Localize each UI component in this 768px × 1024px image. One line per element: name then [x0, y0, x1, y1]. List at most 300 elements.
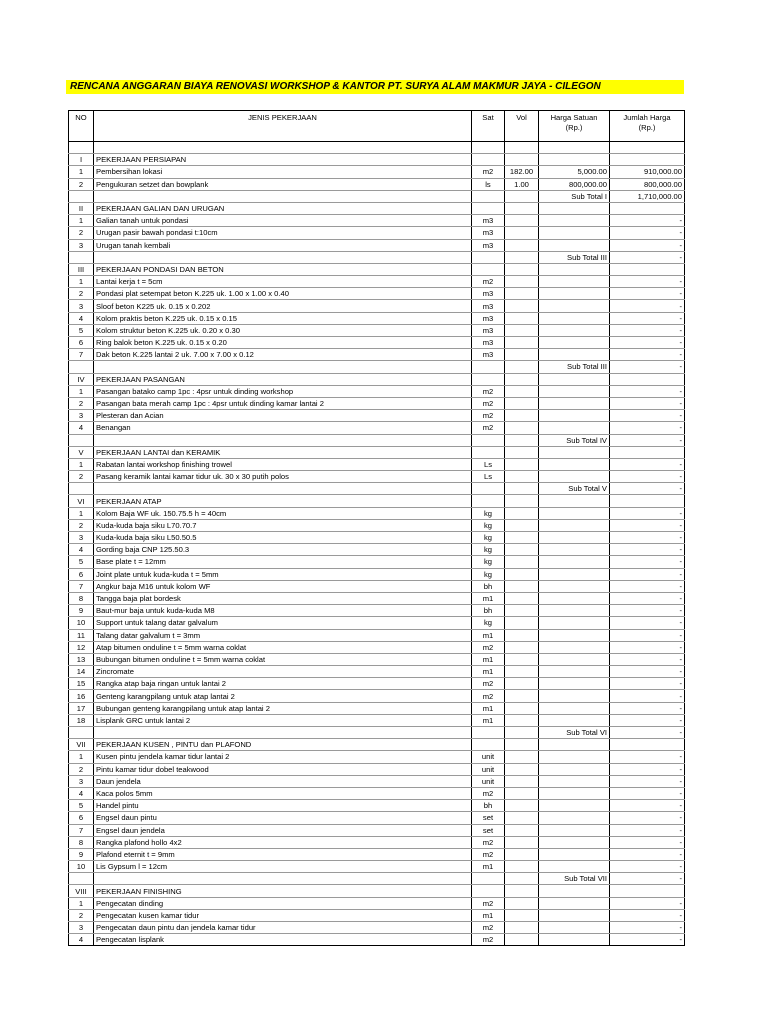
table-header-row	[69, 111, 685, 142]
cell-sat: m3	[472, 324, 505, 336]
cell-sat: m1	[472, 592, 505, 604]
cell-no: 2	[69, 178, 94, 190]
table-row	[69, 800, 685, 812]
cell-jumlah-harga: -	[610, 909, 685, 921]
table-row	[69, 202, 685, 214]
cell-jumlah-harga: -	[610, 227, 685, 239]
cell-harga-satuan	[539, 324, 610, 336]
cell-vol	[505, 434, 539, 446]
cell-vol	[505, 873, 539, 885]
cell-job	[94, 361, 472, 373]
cell-vol	[505, 385, 539, 397]
cell-sat: bh	[472, 580, 505, 592]
cell-no: VII	[69, 739, 94, 751]
cell-job: Lis Gypsum l = 12cm	[94, 861, 472, 873]
cell-sat: m3	[472, 349, 505, 361]
cell-no: 4	[69, 312, 94, 324]
cell-job	[94, 190, 472, 202]
cell-jumlah-harga: -	[610, 410, 685, 422]
cell-jumlah-harga: -	[610, 532, 685, 544]
cell-job: Pintu kamar tidur dobel teakwood	[94, 763, 472, 775]
cell-job: Benangan	[94, 422, 472, 434]
cell-harga-satuan	[539, 495, 610, 507]
cell-no: 8	[69, 592, 94, 604]
cell-sat: kg	[472, 617, 505, 629]
table-row	[69, 227, 685, 239]
table-row	[69, 178, 685, 190]
cell-vol	[505, 934, 539, 946]
cell-harga-satuan	[539, 909, 610, 921]
cell-no: VIII	[69, 885, 94, 897]
table-row	[69, 690, 685, 702]
table-row	[69, 239, 685, 251]
cell-no: 18	[69, 714, 94, 726]
cell-vol	[505, 885, 539, 897]
table-row	[69, 873, 685, 885]
cell-job: Plafond eternit t = 9mm	[94, 848, 472, 860]
cell-job: Pasang keramik lantai kamar tidur uk. 30 x 30 putih polos	[94, 471, 472, 483]
cell-harga-satuan	[539, 410, 610, 422]
cell-sat	[472, 154, 505, 166]
table-row	[69, 751, 685, 763]
cell-job: Pasangan batako camp 1pc : 4psr untuk dinding workshop	[94, 385, 472, 397]
table-row	[69, 739, 685, 751]
cell-harga-satuan	[539, 422, 610, 434]
cell-sat	[472, 142, 505, 154]
cell-jumlah-harga	[610, 739, 685, 751]
cell-job: Kolom praktis beton K.225 uk. 0.15 x 0.15	[94, 312, 472, 324]
table-row	[69, 397, 685, 409]
cell-job: Rangka atap baja ringan untuk lantai 2	[94, 678, 472, 690]
cell-harga-satuan	[539, 276, 610, 288]
cell-harga-satuan	[539, 202, 610, 214]
cell-harga-satuan	[539, 142, 610, 154]
cell-sat	[472, 885, 505, 897]
cell-sat: kg	[472, 519, 505, 531]
cell-harga-satuan	[539, 824, 610, 836]
cell-vol	[505, 263, 539, 275]
table-row	[69, 641, 685, 653]
cell-harga-satuan	[539, 507, 610, 519]
cell-job: Pengukuran setzet dan bowplank	[94, 178, 472, 190]
cell-sat	[472, 739, 505, 751]
cell-no: 3	[69, 300, 94, 312]
cell-harga-satuan	[539, 848, 610, 860]
cell-harga-satuan	[539, 678, 610, 690]
cell-jumlah-harga: -	[610, 812, 685, 824]
cell-harga-satuan	[539, 787, 610, 799]
cell-sat: m2	[472, 690, 505, 702]
table-row	[69, 349, 685, 361]
cell-sat: m1	[472, 653, 505, 665]
cell-no	[69, 190, 94, 202]
cell-vol	[505, 800, 539, 812]
cell-vol	[505, 337, 539, 349]
table-row	[69, 495, 685, 507]
cell-job: Pembersihan lokasi	[94, 166, 472, 178]
cell-job: PEKERJAAN KUSEN , PINTU dan PLAFOND	[94, 739, 472, 751]
cell-harga-satuan: 5,000.00	[539, 166, 610, 178]
cell-job: Handel pintu	[94, 800, 472, 812]
cell-sat: Ls	[472, 471, 505, 483]
cell-jumlah-harga: -	[610, 605, 685, 617]
cell-harga-satuan	[539, 215, 610, 227]
cell-harga-satuan	[539, 592, 610, 604]
cell-harga-satuan	[539, 458, 610, 470]
cell-jumlah-harga: -	[610, 787, 685, 799]
cell-harga-satuan	[539, 544, 610, 556]
cell-vol	[505, 605, 539, 617]
cell-jumlah-harga: -	[610, 337, 685, 349]
cell-no: I	[69, 154, 94, 166]
table-row	[69, 263, 685, 275]
table-row	[69, 410, 685, 422]
table-row	[69, 434, 685, 446]
cell-jumlah-harga: -	[610, 556, 685, 568]
cell-jumlah-harga: -	[610, 666, 685, 678]
cell-no: 10	[69, 617, 94, 629]
header-no: NO	[69, 111, 94, 142]
cell-sat: m2	[472, 787, 505, 799]
cell-job: Rangka plafond hollo 4x2	[94, 836, 472, 848]
cell-sat: m2	[472, 410, 505, 422]
cell-vol	[505, 751, 539, 763]
cell-vol	[505, 592, 539, 604]
cell-job: Sloof beton K225 uk. 0.15 x 0.202	[94, 300, 472, 312]
cell-vol	[505, 568, 539, 580]
table-row	[69, 678, 685, 690]
cell-sat: m3	[472, 215, 505, 227]
table-row	[69, 483, 685, 495]
cell-job: Base plate t = 12mm	[94, 556, 472, 568]
cell-no: 1	[69, 507, 94, 519]
cell-jumlah-harga	[610, 495, 685, 507]
cell-no: 9	[69, 605, 94, 617]
cell-jumlah-harga: -	[610, 422, 685, 434]
cell-job: Kuda-kuda baja siku L70.70.7	[94, 519, 472, 531]
table-row	[69, 190, 685, 202]
cell-harga-satuan	[539, 714, 610, 726]
header-vol: Vol	[505, 111, 539, 142]
cell-job: Kuda-kuda baja siku L50.50.5	[94, 532, 472, 544]
cell-job: Tangga baja plat bordesk	[94, 592, 472, 604]
cell-sat: m1	[472, 629, 505, 641]
cell-vol	[505, 629, 539, 641]
cell-no: 13	[69, 653, 94, 665]
cell-harga-satuan: Sub Total VII	[539, 873, 610, 885]
cell-vol	[505, 848, 539, 860]
cell-harga-satuan: Sub Total V	[539, 483, 610, 495]
cell-jumlah-harga: -	[610, 397, 685, 409]
cell-jumlah-harga	[610, 263, 685, 275]
cell-jumlah-harga: -	[610, 361, 685, 373]
cell-no: 3	[69, 410, 94, 422]
cell-jumlah-harga: -	[610, 690, 685, 702]
title-bar	[66, 80, 684, 94]
cell-job: PEKERJAAN ATAP	[94, 495, 472, 507]
cell-sat	[472, 727, 505, 739]
cell-job: Rabatan lantai workshop finishing trowel	[94, 458, 472, 470]
cell-job: Pasangan bata merah camp 1pc : 4psr untuk dinding kamar lantai 2	[94, 397, 472, 409]
cell-sat: m2	[472, 385, 505, 397]
cell-jumlah-harga: -	[610, 458, 685, 470]
cell-job: Ring balok beton K.225 uk. 0.15 x 0.20	[94, 337, 472, 349]
cell-vol	[505, 666, 539, 678]
cell-sat	[472, 373, 505, 385]
cell-vol	[505, 824, 539, 836]
table-row	[69, 215, 685, 227]
cell-vol	[505, 373, 539, 385]
cell-sat: ls	[472, 178, 505, 190]
cell-sat: m1	[472, 714, 505, 726]
cell-job: Gording baja CNP 125.50.3	[94, 544, 472, 556]
cell-harga-satuan	[539, 739, 610, 751]
cell-job: Joint plate untuk kuda-kuda t = 5mm	[94, 568, 472, 580]
cell-vol	[505, 483, 539, 495]
cell-vol	[505, 288, 539, 300]
cell-sat: m2	[472, 922, 505, 934]
cell-vol	[505, 446, 539, 458]
header-job: JENIS PEKERJAAN	[94, 111, 472, 142]
cell-no: 1	[69, 458, 94, 470]
cell-vol	[505, 276, 539, 288]
cell-harga-satuan: Sub Total IV	[539, 434, 610, 446]
cell-vol	[505, 154, 539, 166]
cell-jumlah-harga	[610, 154, 685, 166]
cell-vol	[505, 653, 539, 665]
cell-harga-satuan	[539, 690, 610, 702]
cell-sat: bh	[472, 605, 505, 617]
cell-job	[94, 251, 472, 263]
cell-harga-satuan	[539, 922, 610, 934]
cell-job: Bubungan genteng karangpilang untuk atap lantai 2	[94, 702, 472, 714]
cell-job: Plesteran dan Acian	[94, 410, 472, 422]
cell-harga-satuan	[539, 349, 610, 361]
cell-sat: set	[472, 812, 505, 824]
cell-sat: m2	[472, 276, 505, 288]
cell-job: Pondasi plat setempat beton K.225 uk. 1.00 x 1.00 x 0.40	[94, 288, 472, 300]
cell-harga-satuan	[539, 300, 610, 312]
cell-sat: m1	[472, 861, 505, 873]
cell-harga-satuan	[539, 397, 610, 409]
table-row	[69, 385, 685, 397]
cell-jumlah-harga	[610, 142, 685, 154]
cell-jumlah-harga: -	[610, 312, 685, 324]
table-row	[69, 848, 685, 860]
cell-jumlah-harga: -	[610, 934, 685, 946]
cell-job: PEKERJAAN PONDASI DAN BETON	[94, 263, 472, 275]
cell-jumlah-harga: -	[610, 288, 685, 300]
cell-jumlah-harga: -	[610, 641, 685, 653]
cell-no	[69, 434, 94, 446]
cell-sat	[472, 361, 505, 373]
cell-vol	[505, 532, 539, 544]
cell-no: III	[69, 263, 94, 275]
cell-no: 15	[69, 678, 94, 690]
cell-jumlah-harga: -	[610, 727, 685, 739]
cell-sat: m2	[472, 848, 505, 860]
cell-jumlah-harga: 910,000.00	[610, 166, 685, 178]
cell-job: Support untuk talang datar galvalum	[94, 617, 472, 629]
cell-jumlah-harga: -	[610, 276, 685, 288]
table-row	[69, 324, 685, 336]
cell-job: Galian tanah untuk pondasi	[94, 215, 472, 227]
cell-jumlah-harga: -	[610, 922, 685, 934]
cell-sat: kg	[472, 532, 505, 544]
cell-vol	[505, 190, 539, 202]
cell-vol	[505, 142, 539, 154]
cell-jumlah-harga: 800,000.00	[610, 178, 685, 190]
cell-jumlah-harga: -	[610, 251, 685, 263]
cell-vol	[505, 507, 539, 519]
cell-vol	[505, 422, 539, 434]
document-title: RENCANA ANGGARAN BIAYA RENOVASI WORKSHOP & KANTOR PT. SURYA ALAM MAKMUR JAYA - CILEGON	[70, 81, 601, 92]
budget-table	[68, 110, 685, 946]
cell-vol	[505, 861, 539, 873]
cell-sat: m2	[472, 678, 505, 690]
cell-sat: kg	[472, 544, 505, 556]
cell-vol	[505, 458, 539, 470]
table-row	[69, 629, 685, 641]
cell-no: 10	[69, 861, 94, 873]
cell-job: Genteng karangpilang untuk atap lantai 2	[94, 690, 472, 702]
cell-sat: m2	[472, 641, 505, 653]
cell-jumlah-harga: -	[610, 751, 685, 763]
cell-job: Lisplank GRC untuk lantai 2	[94, 714, 472, 726]
table-row	[69, 714, 685, 726]
cell-sat	[472, 446, 505, 458]
cell-job: Pengecatan daun pintu dan jendela kamar tidur	[94, 922, 472, 934]
header-jumlah-harga: Jumlah Harga (Rp.)	[610, 111, 685, 142]
cell-job	[94, 142, 472, 154]
table-row	[69, 446, 685, 458]
cell-no: 5	[69, 556, 94, 568]
cell-jumlah-harga: -	[610, 873, 685, 885]
cell-no: 2	[69, 909, 94, 921]
cell-sat: m2	[472, 397, 505, 409]
table-row	[69, 787, 685, 799]
cell-harga-satuan	[539, 629, 610, 641]
cell-no: 17	[69, 702, 94, 714]
cell-job	[94, 873, 472, 885]
cell-jumlah-harga: -	[610, 714, 685, 726]
table-row	[69, 922, 685, 934]
table-row	[69, 580, 685, 592]
cell-job: Angkur baja M16 untuk kolom WF	[94, 580, 472, 592]
cell-vol	[505, 678, 539, 690]
cell-jumlah-harga: -	[610, 702, 685, 714]
cell-vol	[505, 495, 539, 507]
cell-vol	[505, 714, 539, 726]
cell-no: 6	[69, 337, 94, 349]
cell-sat: m3	[472, 288, 505, 300]
cell-jumlah-harga: -	[610, 800, 685, 812]
table-row	[69, 702, 685, 714]
cell-jumlah-harga: -	[610, 617, 685, 629]
cell-harga-satuan	[539, 836, 610, 848]
table-row	[69, 544, 685, 556]
cell-jumlah-harga	[610, 373, 685, 385]
cell-jumlah-harga: -	[610, 580, 685, 592]
cell-sat: kg	[472, 568, 505, 580]
cell-sat: m2	[472, 422, 505, 434]
cell-jumlah-harga: -	[610, 239, 685, 251]
cell-no: 5	[69, 324, 94, 336]
cell-no: 6	[69, 812, 94, 824]
cell-job: Atap bitumen onduline t = 5mm warna coklat	[94, 641, 472, 653]
cell-harga-satuan	[539, 263, 610, 275]
cell-harga-satuan	[539, 337, 610, 349]
cell-no	[69, 251, 94, 263]
cell-job	[94, 434, 472, 446]
cell-vol	[505, 739, 539, 751]
cell-sat: unit	[472, 751, 505, 763]
cell-job: Daun jendela	[94, 775, 472, 787]
cell-vol	[505, 349, 539, 361]
cell-jumlah-harga	[610, 885, 685, 897]
cell-no: VI	[69, 495, 94, 507]
cell-job: Pengecatan kusen kamar tidur	[94, 909, 472, 921]
table-row	[69, 312, 685, 324]
cell-harga-satuan	[539, 312, 610, 324]
cell-job: PEKERJAAN PASANGAN	[94, 373, 472, 385]
cell-harga-satuan	[539, 532, 610, 544]
table-row	[69, 556, 685, 568]
cell-sat: m3	[472, 312, 505, 324]
cell-harga-satuan	[539, 617, 610, 629]
cell-no: 1	[69, 385, 94, 397]
cell-harga-satuan	[539, 446, 610, 458]
cell-no: 7	[69, 349, 94, 361]
cell-job: Talang datar galvalum t = 3mm	[94, 629, 472, 641]
cell-harga-satuan	[539, 702, 610, 714]
cell-job: Engsel daun pintu	[94, 812, 472, 824]
cell-job: Kusen pintu jendela kamar tidur lantai 2	[94, 751, 472, 763]
cell-job: Dak beton K.225 lantai 2 uk. 7.00 x 7.00 x 0.12	[94, 349, 472, 361]
cell-sat: m1	[472, 702, 505, 714]
cell-sat	[472, 873, 505, 885]
cell-vol	[505, 812, 539, 824]
cell-no: 11	[69, 629, 94, 641]
cell-no	[69, 142, 94, 154]
cell-no: 1	[69, 276, 94, 288]
table-row	[69, 519, 685, 531]
cell-job: Urugan pasir bawah pondasi t:10cm	[94, 227, 472, 239]
table-row	[69, 824, 685, 836]
cell-sat: unit	[472, 775, 505, 787]
cell-harga-satuan	[539, 239, 610, 251]
table-row	[69, 934, 685, 946]
cell-no: 4	[69, 422, 94, 434]
table-row	[69, 373, 685, 385]
cell-no: 3	[69, 532, 94, 544]
cell-jumlah-harga: -	[610, 861, 685, 873]
cell-harga-satuan	[539, 373, 610, 385]
cell-vol	[505, 702, 539, 714]
cell-sat	[472, 202, 505, 214]
cell-jumlah-harga: -	[610, 215, 685, 227]
cell-job: Kolom struktur beton K.225 uk. 0.20 x 0.30	[94, 324, 472, 336]
cell-jumlah-harga	[610, 446, 685, 458]
table-row	[69, 592, 685, 604]
cell-vol	[505, 727, 539, 739]
cell-sat	[472, 495, 505, 507]
cell-vol: 182.00	[505, 166, 539, 178]
cell-job: PEKERJAAN PERSIAPAN	[94, 154, 472, 166]
cell-job: PEKERJAAN FINISHING	[94, 885, 472, 897]
cell-jumlah-harga: -	[610, 592, 685, 604]
cell-vol	[505, 471, 539, 483]
